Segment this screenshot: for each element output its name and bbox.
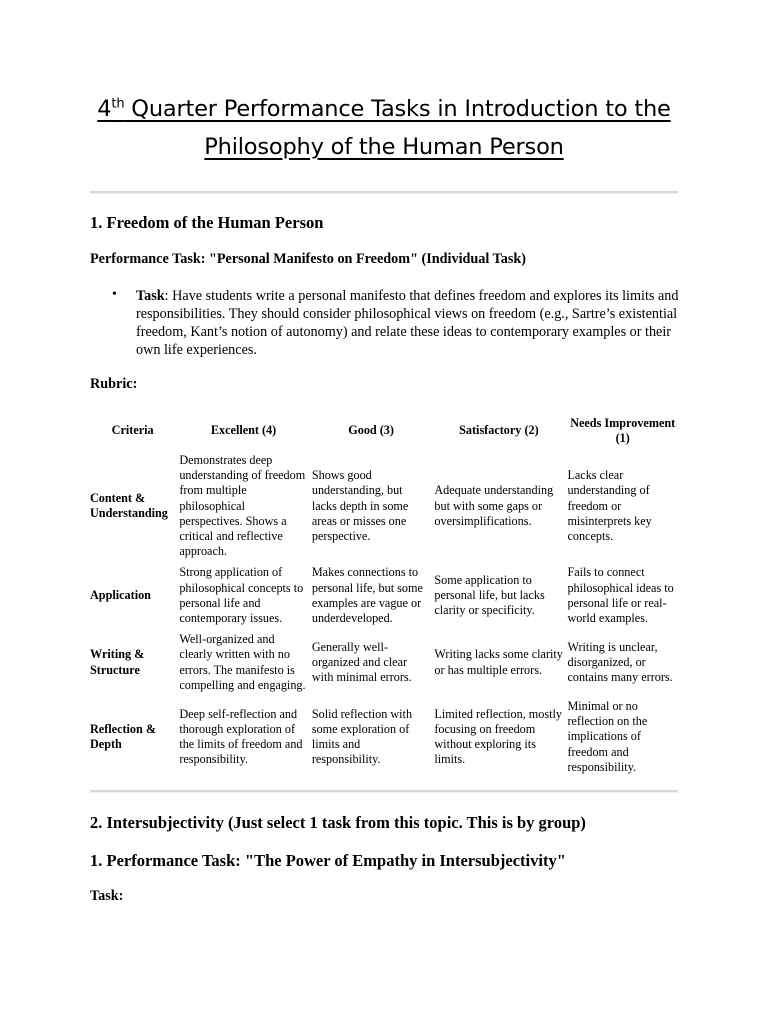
- cell-excellent: Well-organized and clearly written with no errors. The manifesto is compelling and engaging.: [179, 632, 306, 692]
- row-criteria: Application: [90, 588, 151, 603]
- title-line-1-text: Quarter Performance Tasks in Introduction to the: [124, 96, 671, 122]
- section-1-task-description: [136, 287, 681, 359]
- title-ordinal: 4: [97, 96, 112, 122]
- header-good: Good (3): [348, 423, 394, 438]
- cell-good: Solid reflection with some exploration of limits and responsibility.: [311, 706, 413, 767]
- rubric-table: [88, 412, 680, 778]
- cell-good: Generally well-organized and clear with minimal errors.: [311, 639, 412, 685]
- table-row: [88, 629, 680, 696]
- title-line-1: [60, 90, 708, 128]
- cell-satisfactory: Writing lacks some clarity or has multiple errors.: [434, 647, 563, 677]
- rubric-header-row: [88, 412, 680, 450]
- row-criteria: Reflection & Depth: [90, 721, 156, 752]
- rubric-label: Rubric:: [90, 376, 138, 392]
- task-label: Task: [136, 288, 165, 304]
- document-title: [60, 90, 708, 166]
- cell-good: Shows good understanding, but lacks depth in some areas or misses one perspective.: [311, 468, 409, 544]
- section-1-performance-task: Performance Task: "Personal Manifesto on Freedom" (Individual Task): [90, 251, 527, 267]
- task-text: : Have students write a personal manifesto that defines freedom and explores its limits and responsibilities. They should consider philosophical views on freedom (e.g., Sartre’s existential freedom, Kant’s notion of autonomy) and relate these ideas to contemporary examples or their own life experiences.: [136, 288, 679, 358]
- cell-needs-improvement: Writing is unclear, disorganized, or contains many errors.: [567, 639, 673, 685]
- cell-needs-improvement: Lacks clear understanding of freedom or misinterprets key concepts.: [567, 468, 652, 544]
- cell-needs-improvement: Fails to connect philosophical ideas to personal life or real-world examples.: [567, 565, 674, 626]
- table-row: [88, 562, 680, 629]
- cell-needs-improvement: Minimal or no reflection on the implications of freedom and responsibility.: [567, 699, 648, 774]
- section-2-performance-task: 1. Performance Task: "The Power of Empathy in Intersubjectivity": [90, 851, 566, 870]
- horizontal-divider: [90, 191, 678, 194]
- cell-excellent: Strong application of philosophical concepts to personal life and contemporary issues.: [179, 565, 304, 626]
- header-excellent: Excellent (4): [210, 423, 277, 438]
- row-criteria: Content & Understanding: [90, 491, 168, 521]
- section-1-heading: 1. Freedom of the Human Person: [90, 213, 324, 232]
- title-superscript: th: [111, 96, 125, 112]
- header-criteria: Criteria: [111, 423, 154, 438]
- header-satisfactory: Satisfactory (2): [459, 423, 539, 438]
- title-line-2: Philosophy of the Human Person: [204, 134, 564, 160]
- cell-satisfactory: Limited reflection, mostly focusing on freedom without exploring its limits.: [434, 706, 562, 767]
- header-needs-improvement: Needs Improvement (1): [570, 415, 676, 445]
- section-2-heading: 2. Intersubjectivity (Just select 1 task from this topic. This is by group): [90, 813, 586, 832]
- cell-good: Makes connections to personal life, but some examples are vague or underdeveloped.: [311, 565, 423, 626]
- table-row: [88, 696, 680, 778]
- cell-excellent: Deep self-reflection and thorough exploration of the limits of freedom and responsibility.: [179, 706, 303, 767]
- horizontal-divider: [90, 790, 678, 793]
- section-2-task-label: Task:: [90, 888, 124, 904]
- cell-satisfactory: Adequate understanding but with some gaps or oversimplifications.: [434, 483, 554, 528]
- cell-satisfactory: Some application to personal life, but lacks clarity or specificity.: [434, 573, 545, 618]
- bullet-icon: •: [112, 287, 117, 302]
- table-row: [88, 450, 680, 562]
- row-criteria: Writing & Structure: [90, 647, 145, 677]
- cell-excellent: Demonstrates deep understanding of freedom from multiple philosophical perspectives. Shows a critical and reflective approach.: [179, 453, 306, 559]
